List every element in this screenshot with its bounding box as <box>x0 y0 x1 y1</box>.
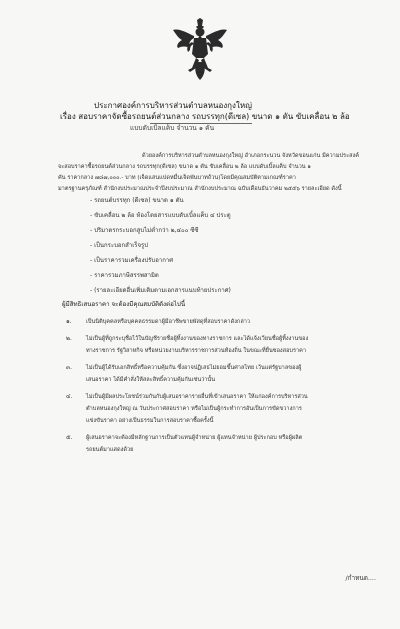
qualifications-heading: ผู้มีสิทธิเสนอราคา จะต้องมีคุณสมบัติดังต่อไปนี้ <box>62 301 186 308</box>
document-subtitle-cont: แบบดับเบิ้ลแค็บ จำนวน ๑ คัน <box>130 124 215 132</box>
qualification-text: ตำบลหนองกุงใหญ่ ณ วันประกาศสอบราคา หรือไม่เป็นผู้กระทำการอันเป็นการขัดขวางการ <box>86 406 302 412</box>
qualification-text: ไม่เป็นผู้มีผลประโยชน์ร่วมกันกับผู้เสนอราคารายอื่นที่เข้าเสนอราคา ให้แก่องค์การบริหารส่วน <box>86 394 308 400</box>
qualification-text: รถยนต์มาแสดงด้วย <box>86 447 134 453</box>
spec-item: - เป็นกระบอกสำเร็จรูป <box>90 242 149 249</box>
intro-line: มาตรฐานครุภัณฑ์ สำนักงบประมาณประจำปีงบประมาณ สำนักงบประมาณ ฉบับเดือนธันวาคม ๒๕๕๖ รายละเอียด ดังนี้ <box>58 186 342 192</box>
intro-line: จะสอบราคาซื้อรถยนต์ส่วนกลาง รถบรรทุก(ดีเซล) ขนาด ๑ ตัน ขับเคลื่อน ๒ ล้อ แบบดับเบิ้ลแค็บ จำนวน ๑ <box>58 164 311 170</box>
qualification-text: ไม่เป็นผู้ที่ถูกระบุชื่อไว้ในบัญชีรายชื่อผู้ทิ้งงานของทางราชการ และได้แจ้งเวียนชื่อผู้ทิ้งงานของ <box>86 336 309 342</box>
spec-item: - (รายละเอียดอื่นเพิ่มเติมตามเอกสารแนบท้ายประกาศ) <box>90 287 231 294</box>
spec-item: - ขับเคลื่อน ๒ ล้อ ห้องโดยสารแบบดับเบิ้ลแค็บ ๔ ประตู <box>90 212 231 219</box>
title-underline <box>150 123 252 124</box>
qualification-text: เป็นนิติบุคคลหรือบุคคลธรรมดาผู้มีอาชีพขายพัสดุที่สอบราคาดังกล่าว <box>86 319 251 325</box>
qualification-text: ผู้เสนอราคาจะต้องมีหลักฐานการเป็นตัวแทนผู้จำหน่าย ผู้แทนจำหน่าย ผู้ประกอบ หรือผู้ผลิต <box>86 435 303 441</box>
spec-item: - รถยนต์บรรทุก (ดีเซล) ขนาด ๑ ตัน <box>90 197 184 204</box>
spec-item: - ราคารวมภาษีสรรพสามิต <box>90 272 159 279</box>
spec-item: - ปริมาตรกระบอกสูบไม่ต่ำกว่า ๒,๔๐๐ ซีซี <box>90 227 199 234</box>
qualification-number: ๓. <box>66 364 73 371</box>
intro-line: ด้วยองค์การบริหารส่วนตำบลหนองกุงใหญ่ อำเภอกระนวน จังหวัดขอนแก่น มีความประสงค์ <box>142 153 359 159</box>
qualification-text: ไม่เป็นผู้ได้รับเอกสิทธิ์หรือความคุ้มกัน ซึ่งอาจปฏิเสธไม่ยอมขึ้นศาลไทย เว้นแต่รัฐบาลของผู้ <box>86 365 302 371</box>
intro-line: คัน ราคากลาง ๗๘๗,๐๐๐.- บาท (เจ็ดแสนแปดหมื่นเจ็ดพันบาทถ้วน)โดยมีคุณสมบัติตามเกณฑ์ราคา <box>58 175 296 181</box>
continued-marker: /กำหนด.... <box>345 574 376 582</box>
document-title: ประกาศองค์การบริหารส่วนตำบลหนองกุงใหญ่ <box>94 101 252 110</box>
qualification-text: เสนอราคา ได้มีคำสั่งให้สละสิทธิ์ความคุ้มกันเช่นว่านั้น <box>86 377 216 383</box>
qualification-number: ๕. <box>66 434 73 441</box>
garuda-emblem-icon <box>172 18 228 82</box>
qualification-number: ๑. <box>66 318 72 325</box>
qualification-number: ๒. <box>66 335 72 342</box>
qualification-text: แข่งขันราคา อย่างเป็นธรรมในการสอบราคาซื้อครั้งนี้ <box>86 418 214 424</box>
spec-item: - เป็นราคารวมเครื่องปรับอากาศ <box>90 257 173 264</box>
qualification-number: ๔. <box>66 393 73 400</box>
document-subtitle: เรื่อง สอบราคาจัดซื้อรถยนต์ส่วนกลาง รถบรรทุก(ดีเซล) ขนาด ๑ ตัน ขับเคลื่อน ๒ ล้อ <box>60 112 350 121</box>
qualification-text: ทางราชการ รัฐวิสาหกิจ หรือหน่วยงานบริหารราชการส่วนท้องถิ่น ในขณะที่ยื่นซองสอบราคา <box>86 348 307 354</box>
